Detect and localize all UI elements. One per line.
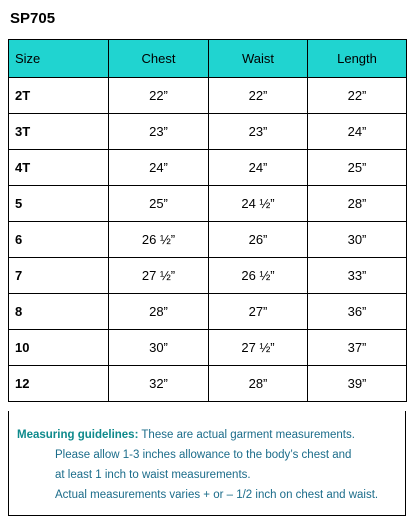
size-cell: 2T <box>9 78 109 114</box>
length-cell: 33” <box>308 258 407 294</box>
size-cell: 10 <box>9 330 109 366</box>
length-cell: 22” <box>308 78 407 114</box>
size-cell: 7 <box>9 258 109 294</box>
waist-cell: 26 ½” <box>209 258 308 294</box>
chest-cell: 24” <box>109 150 209 186</box>
waist-cell: 27 ½” <box>209 330 308 366</box>
measuring-guidelines <box>8 411 406 516</box>
header-length: Length <box>308 40 407 78</box>
guidelines-line-2: Please allow 1-3 inches allowance to the body’s chest and <box>55 449 352 461</box>
chest-cell: 26 ½” <box>109 222 209 258</box>
waist-cell: 26” <box>209 222 308 258</box>
header-size: Size <box>9 40 109 78</box>
table-row <box>9 150 407 186</box>
length-cell: 25” <box>308 150 407 186</box>
size-cell: 12 <box>9 366 109 402</box>
waist-cell: 24” <box>209 150 308 186</box>
size-cell: 3T <box>9 114 109 150</box>
waist-cell: 27” <box>209 294 308 330</box>
guidelines-line-4: Actual measurements varies + or – 1/2 inch on chest and waist. <box>55 489 379 501</box>
size-cell: 5 <box>9 186 109 222</box>
guidelines-line-3: at least 1 inch to waist measurements. <box>55 469 251 481</box>
table-row <box>9 78 407 114</box>
chest-cell: 25” <box>109 186 209 222</box>
table-row <box>9 114 407 150</box>
page-title: SP705 <box>10 10 56 27</box>
chest-cell: 28” <box>109 294 209 330</box>
length-cell: 37” <box>308 330 407 366</box>
table-row <box>9 366 407 402</box>
table-row <box>9 294 407 330</box>
size-cell: 6 <box>9 222 109 258</box>
waist-cell: 22” <box>209 78 308 114</box>
waist-cell: 24 ½” <box>209 186 308 222</box>
waist-cell: 28” <box>209 366 308 402</box>
chest-cell: 30” <box>109 330 209 366</box>
waist-cell: 23” <box>209 114 308 150</box>
chest-cell: 32” <box>109 366 209 402</box>
table-row <box>9 186 407 222</box>
chest-cell: 23” <box>109 114 209 150</box>
header-waist: Waist <box>209 40 308 78</box>
table-row <box>9 330 407 366</box>
length-cell: 28” <box>308 186 407 222</box>
guidelines-text: These are actual garment measurements. <box>138 429 355 441</box>
size-cell: 8 <box>9 294 109 330</box>
header-chest: Chest <box>109 40 209 78</box>
guidelines-label: Measuring guidelines: <box>17 429 139 441</box>
table-row <box>9 222 407 258</box>
length-cell: 24” <box>308 114 407 150</box>
size-cell: 4T <box>9 150 109 186</box>
chest-cell: 27 ½” <box>109 258 209 294</box>
chest-cell: 22” <box>109 78 209 114</box>
size-chart-table <box>8 39 407 402</box>
length-cell: 39” <box>308 366 407 402</box>
table-row <box>9 258 407 294</box>
length-cell: 30” <box>308 222 407 258</box>
table-header-row <box>9 40 407 78</box>
length-cell: 36” <box>308 294 407 330</box>
guidelines-first-line <box>9 425 405 445</box>
